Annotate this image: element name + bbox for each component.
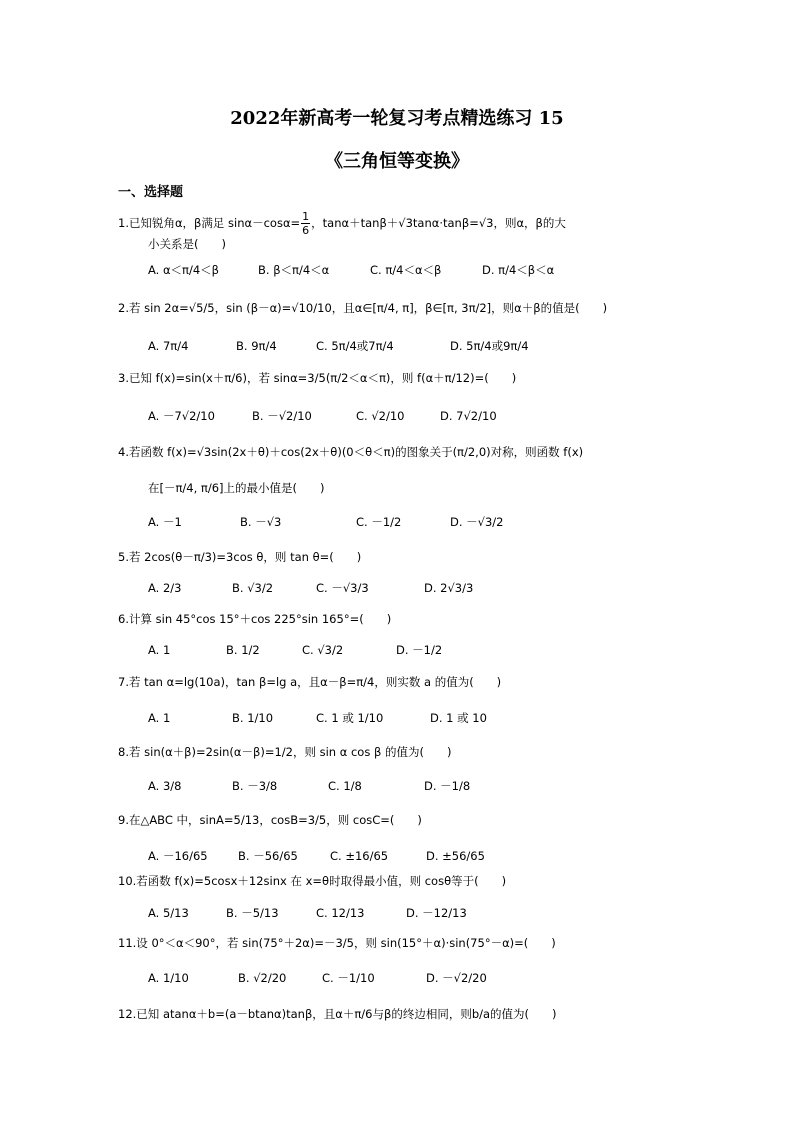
q1-option-b: B. β＜π/4＜α bbox=[258, 263, 330, 277]
section-heading: 一、选择题 bbox=[118, 185, 184, 200]
q10-option-b: B. －5/13 bbox=[226, 906, 279, 920]
q2-option-c: C. 5π/4或7π/4 bbox=[316, 339, 394, 353]
q6-option-b: B. 1/2 bbox=[226, 643, 260, 657]
q7-option-b: B. 1/10 bbox=[232, 711, 274, 725]
q3-option-c: C. √2/10 bbox=[356, 409, 405, 423]
q4-option-c: C. －1/2 bbox=[356, 515, 402, 529]
q4-option-a: A. －1 bbox=[148, 515, 182, 529]
q11-option-a: A. 1/10 bbox=[148, 971, 189, 985]
question-1-stem-cont: 小关系是( ) bbox=[148, 237, 226, 251]
q5-option-d: D. 2√3/3 bbox=[424, 581, 474, 595]
question-12-stem: 12.已知 atanα＋b=(a－btanα)tanβ，且α＋π/6与β的终边相同，则b/a的值为( ) bbox=[118, 1007, 557, 1021]
document-title: 2022年新高考一轮复习考点精选练习 15 bbox=[230, 108, 564, 129]
document-subtitle: 《三角恒等变换》 bbox=[325, 151, 469, 172]
q11-option-c: C. －1/10 bbox=[322, 971, 375, 985]
q8-option-b: B. －3/8 bbox=[232, 779, 278, 793]
q10-option-d: D. －12/13 bbox=[406, 906, 467, 920]
q6-option-d: D. －1/2 bbox=[396, 643, 443, 657]
question-1-stem: 1.已知锐角α，β满足 sinα－cosα= $\frac{1}{6}$ ，tanα＋tanβ＋√3tanα·tanβ=√3，则α，β的大 bbox=[118, 210, 566, 237]
question-6-stem: 6.计算 sin 45°cos 15°＋cos 225°sin 165°=( ) bbox=[118, 612, 392, 626]
q10-option-a: A. 5/13 bbox=[148, 906, 189, 920]
q11-option-d: D. －√2/20 bbox=[426, 971, 487, 985]
q6-option-a: A. 1 bbox=[148, 643, 171, 657]
q5-option-c: C. －√3/3 bbox=[316, 581, 369, 595]
q10-option-c: C. 12/13 bbox=[316, 906, 365, 920]
q3-option-b: B. －√2/10 bbox=[252, 409, 312, 423]
q2-option-b: B. 9π/4 bbox=[236, 339, 277, 353]
q1-option-c: C. π/4＜α＜β bbox=[370, 263, 442, 277]
q1-option-d: D. π/4＜β＜α bbox=[482, 263, 555, 277]
q9-option-b: B. －56/65 bbox=[238, 849, 298, 863]
q4-option-b: B. －√3 bbox=[240, 515, 282, 529]
q8-option-c: C. 1/8 bbox=[328, 779, 362, 793]
q5-option-a: A. 2/3 bbox=[148, 581, 182, 595]
q3-option-a: A. －7√2/10 bbox=[148, 409, 215, 423]
q7-option-a: A. 1 bbox=[148, 711, 171, 725]
q7-option-c: C. 1 或 1/10 bbox=[316, 711, 384, 725]
question-9-stem: 9.在△ABC 中，sinA=5/13，cosB=3/5，则 cosC=( ) bbox=[118, 813, 422, 827]
question-4-stem: 4.若函数 f(x)=√3sin(2x＋θ)＋cos(2x＋θ)(0＜θ＜π)的图象关于(π/2,0)对称，则函数 f(x) bbox=[118, 445, 584, 459]
q8-option-a: A. 3/8 bbox=[148, 779, 182, 793]
question-11-stem: 11.设 0°＜α＜90°，若 sin(75°＋2α)=－3/5，则 sin(15°＋α)·sin(75°－α)=( ) bbox=[118, 936, 556, 950]
question-3-stem: 3.已知 f(x)=sin(x＋π/6)，若 sinα=3/5(π/2＜α＜π)，则 f(α＋π/12)=( ) bbox=[118, 371, 517, 385]
q4-option-d: D. －√3/2 bbox=[450, 515, 504, 529]
q9-option-c: C. ±16/65 bbox=[330, 849, 389, 863]
q3-option-d: D. 7√2/10 bbox=[440, 409, 497, 423]
q8-option-d: D. －1/8 bbox=[424, 779, 471, 793]
q11-option-b: B. √2/20 bbox=[238, 971, 287, 985]
q6-option-c: C. √3/2 bbox=[302, 643, 344, 657]
fraction: $\frac{1}{6}$ bbox=[302, 210, 310, 237]
question-5-stem: 5.若 2cos(θ－π/3)=3cos θ，则 tan θ=( ) bbox=[118, 550, 362, 564]
q2-option-d: D. 5π/4或9π/4 bbox=[450, 339, 529, 353]
q5-option-b: B. √3/2 bbox=[232, 581, 274, 595]
question-8-stem: 8.若 sin(α＋β)=2sin(α－β)=1/2，则 sin α cos β 的值为( ) bbox=[118, 745, 452, 759]
q9-option-d: D. ±56/65 bbox=[426, 849, 485, 863]
question-7-stem: 7.若 tan α=lg(10a)，tan β=lg a，且α－β=π/4，则实数 a 的值为( ) bbox=[118, 675, 502, 689]
q9-option-a: A. －16/65 bbox=[148, 849, 208, 863]
q1-option-a: A. α＜π/4＜β bbox=[148, 263, 220, 277]
question-10-stem: 10.若函数 f(x)=5cosx＋12sinx 在 x=θ时取得最小值，则 cosθ等于( ) bbox=[118, 874, 507, 888]
q2-option-a: A. 7π/4 bbox=[148, 339, 189, 353]
question-2-stem: 2.若 sin 2α=√5/5，sin (β－α)=√10/10，且α∈[π/4, π]，β∈[π, 3π/2]，则α＋β的值是( ) bbox=[118, 301, 608, 315]
q7-option-d: D. 1 或 10 bbox=[430, 711, 487, 725]
question-4-stem-cont: 在[－π/4, π/6]上的最小值是( ) bbox=[148, 481, 325, 495]
